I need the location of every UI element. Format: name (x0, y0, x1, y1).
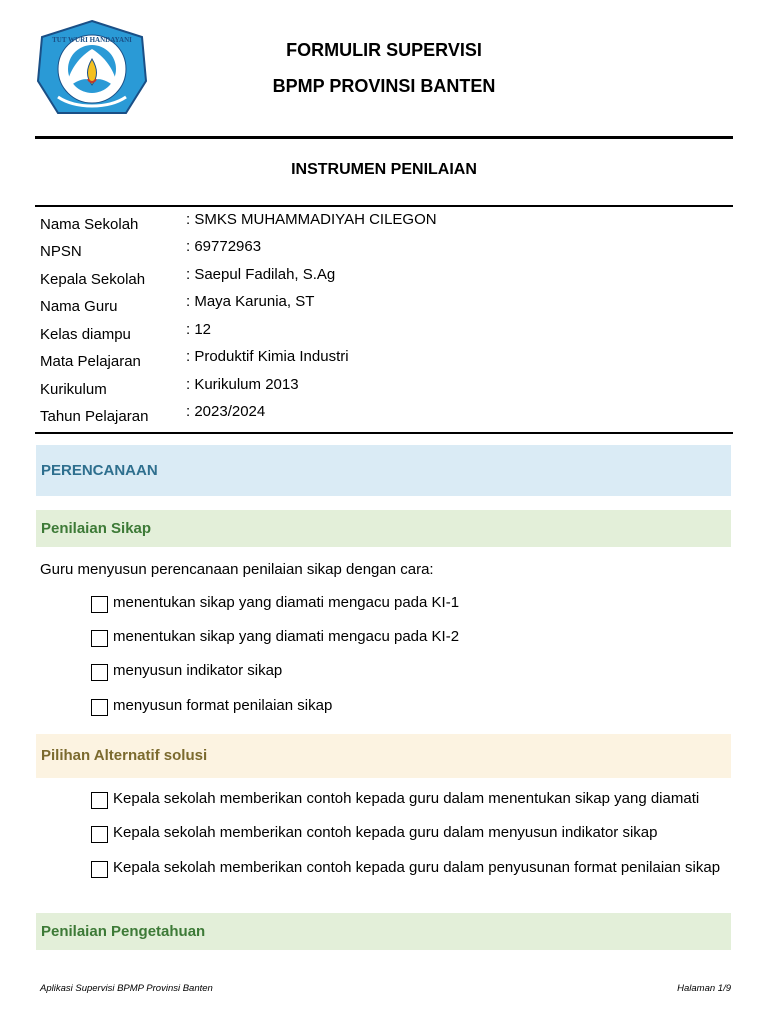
section-penilaian-pengetahuan: Penilaian Pengetahuan (36, 913, 731, 950)
header-divider (35, 136, 733, 139)
checkbox[interactable] (91, 630, 108, 647)
sikap-intro-text: Guru menyusun perencanaan penilaian sikap dengan cara: (40, 561, 434, 578)
tut-wuri-handayani-logo (36, 19, 148, 123)
checkbox[interactable] (91, 826, 108, 843)
checklist-label: menentukan sikap yang diamati mengacu pada KI-1 (113, 594, 460, 611)
section-alternatif-solusi: Pilihan Alternatif solusi (36, 734, 731, 778)
info-label: Tahun Pelajaran (40, 408, 149, 425)
checkbox[interactable] (91, 596, 108, 613)
instrument-title: INSTRUMEN PENILAIAN (291, 161, 477, 178)
info-value: : Saepul Fadilah, S.Ag (186, 266, 336, 283)
section-perencanaan: PERENCANAAN (36, 445, 731, 496)
info-label: NPSN (40, 243, 82, 260)
info-bottom-divider (35, 432, 733, 434)
footer-app-name: Aplikasi Supervisi BPMP Provinsi Banten (40, 983, 213, 994)
checklist-label: Kepala sekolah memberikan contoh kepada guru dalam menentukan sikap yang diamati (113, 790, 700, 807)
checkbox[interactable] (91, 861, 108, 878)
info-label: Nama Guru (40, 298, 118, 315)
checklist-label: menyusun indikator sikap (113, 662, 283, 679)
info-label: Kepala Sekolah (40, 271, 146, 288)
checklist-label: menyusun format penilaian sikap (113, 697, 333, 714)
info-value: : Produktif Kimia Industri (186, 348, 349, 365)
checkbox[interactable] (91, 664, 108, 681)
logo-motto-text: TUT WURI HANDAYANI (52, 36, 132, 44)
info-top-divider (35, 205, 733, 207)
info-value: : 69772963 (186, 238, 262, 255)
info-value: : 12 (186, 321, 212, 338)
info-label: Kelas diampu (40, 326, 131, 343)
checkbox[interactable] (91, 792, 108, 809)
info-label: Nama Sekolah (40, 216, 139, 233)
info-label: Kurikulum (40, 381, 107, 398)
info-value: : Maya Karunia, ST (186, 293, 315, 310)
info-value: : 2023/2024 (186, 403, 266, 420)
footer-page-number: Halaman 1/9 (677, 983, 731, 994)
checklist-label: Kepala sekolah memberikan contoh kepada guru dalam menyusun indikator sikap (113, 824, 658, 841)
checklist-label: menentukan sikap yang diamati mengacu pada KI-2 (113, 628, 460, 645)
info-value: : Kurikulum 2013 (186, 376, 299, 393)
checklist-label: Kepala sekolah memberikan contoh kepada guru dalam penyusunan format penilaian sikap (113, 859, 721, 876)
form-organization: BPMP PROVINSI BANTEN (272, 76, 496, 96)
info-label: Mata Pelajaran (40, 353, 141, 370)
section-penilaian-sikap: Penilaian Sikap (36, 510, 731, 547)
form-title: FORMULIR SUPERVISI (286, 40, 482, 60)
info-value: : SMKS MUHAMMADIYAH CILEGON (186, 211, 437, 228)
checkbox[interactable] (91, 699, 108, 716)
